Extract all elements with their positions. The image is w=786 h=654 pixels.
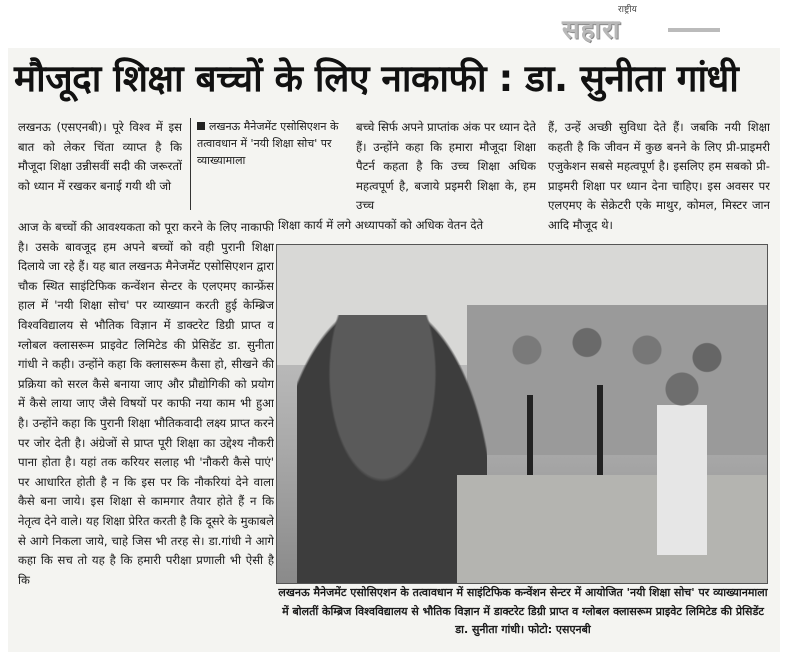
photo-caption: लखनऊ मैनेजमेंट एसोसिएशन के तत्वावधान में साइंटिफिक कन्वेंशन सेन्टर में आयोजित 'नयी शिक्षा सोच' पर व्याख्यानमाला में बोलतीं केम्ब्रिज विश्वविद्यालय से भौतिक विज्ञान में डाक्टरेट डिग्री प्राप्त व ग्लोबल क्लासरूम प्राइवेट लिमिटेड की प्रेसिडेंट डा. सुनीता गांधी। फोटो: एसएनबी xyxy=(278,586,768,636)
masthead-small: राष्ट्रीय xyxy=(618,5,637,15)
event-photo xyxy=(276,244,768,584)
masthead-rule xyxy=(668,28,720,32)
seated-guest xyxy=(637,365,727,565)
column-3: बच्चे सिर्फ अपने प्राप्तांक अंक पर ध्यान देते हैं। उन्होंने कहा कि हमारा मौजूदा शिक्षा पैटर्न कहता है कि उच्च शिक्षा अधिक महत्वपूर्ण है, बजाये प्रइमरी शिक्षा के, हम उच्च xyxy=(356,120,536,213)
column-1-body: आज के बच्चों की आवश्यकता को पूरा करने के लिए नाकाफी है। उसके बावजूद हम अपने बच्चों को वही पुरानी शिक्षा दिलाये जा रहे हैं। यह बात लखनऊ मैनेजमेंट एसोसिएशन द्वारा चौक स्थित साइंटिफिक कन्वेंशन सेन्टर के एलएमए कान्फ्रेंस हाल में 'नयी शिक्षा सोच' पर व्याख्यान करती हुई केम्ब्रिज विश्वविद्यालय से भौतिक विज्ञान में डाक्टरेट डिग्री प्राप्त व ग्लोबल क्लासरूम प्राइवेट लिमिटेड की प्रेसिडेंट डा. सुनीता गांधी ने कही। उन्होंने कहा कि क्लासरूम कैसा हो, सीखने की प्रक्रिया को सरल कैसे बनाया जाए और प्रौद्योगिकी को प्रयोग में कैसे लाया जाए जैसे विषयों पर काफी नया काम भी हुआ है। उन्होंने कहा कि पुरानी शिक्षा भौतिकवादी लक्ष्य प्राप्त करने पर जोर देती है। अंग्रेजों से प्राप्त पूरी शिक्षा का उद्देश्य नौकरी पाना होता है। यहां तक करियर सलाह भी 'नौकरी कैसे पाएं' पर आधारित होती है न कि इस पर कि नौकरियां देने वाला कैसे बना जाये। इस शिक्षा से कामगार तैयार होते हैं न कि नेतृत्व देने वाले। यह शिक्षा प्रेरित करती है कि दूसरे के मुकाबले से आगे निकला जाये, चाहे जिस भी तरह से। डा.गांधी ने आगे कहा कि सच तो यह है कि हमारी परीक्षा प्रणाली भी ऐसी है कि xyxy=(18,220,274,587)
microphone xyxy=(527,395,533,475)
microphone xyxy=(597,385,603,475)
bullet-square-icon xyxy=(197,122,205,130)
highlight-text: लखनऊ मैनेजमेंट एसोसिएशन के तत्वावधान में 'नयी शिक्षा सोच' पर व्याख्यामाला xyxy=(197,120,339,167)
highlight-box xyxy=(190,118,353,210)
column-3-last-line: शिक्षा कार्य में लगे अध्यापकों को अधिक वेतन देते xyxy=(278,218,484,232)
masthead-logo: सहारा xyxy=(562,15,621,45)
column-4: हैं, उन्हें अच्छी सुविधा देते हैं। जबकि नयी शिक्षा कहती है कि जीवन में कुछ बनने के लिए प्री-प्राइमरी एजुकेशन सबसे महत्वपूर्ण है। इसलिए हम सबको प्री-प्राइमरी शिक्षा पर ध्यान देना चाहिए। इस अवसर पर एलएमए के सेक्रेटरी एके माथुर, कोमल, मिस्टर जान आदि मौजूद थे। xyxy=(548,120,770,232)
headline: मौजूदा शिक्षा बच्चों के लिए नाकाफी : डा. सुनीता गांधी xyxy=(14,57,739,100)
column-1-top: लखनऊ (एसएनबी)। पूरे विश्व में इस बात को लेकर चिंता व्याप्त है कि मौजूदा शिक्षा उन्नीसवीं सदी की जरूरतों को ध्यान में रखकर बनाई गयी थी जो xyxy=(18,120,182,193)
masthead xyxy=(560,2,720,46)
